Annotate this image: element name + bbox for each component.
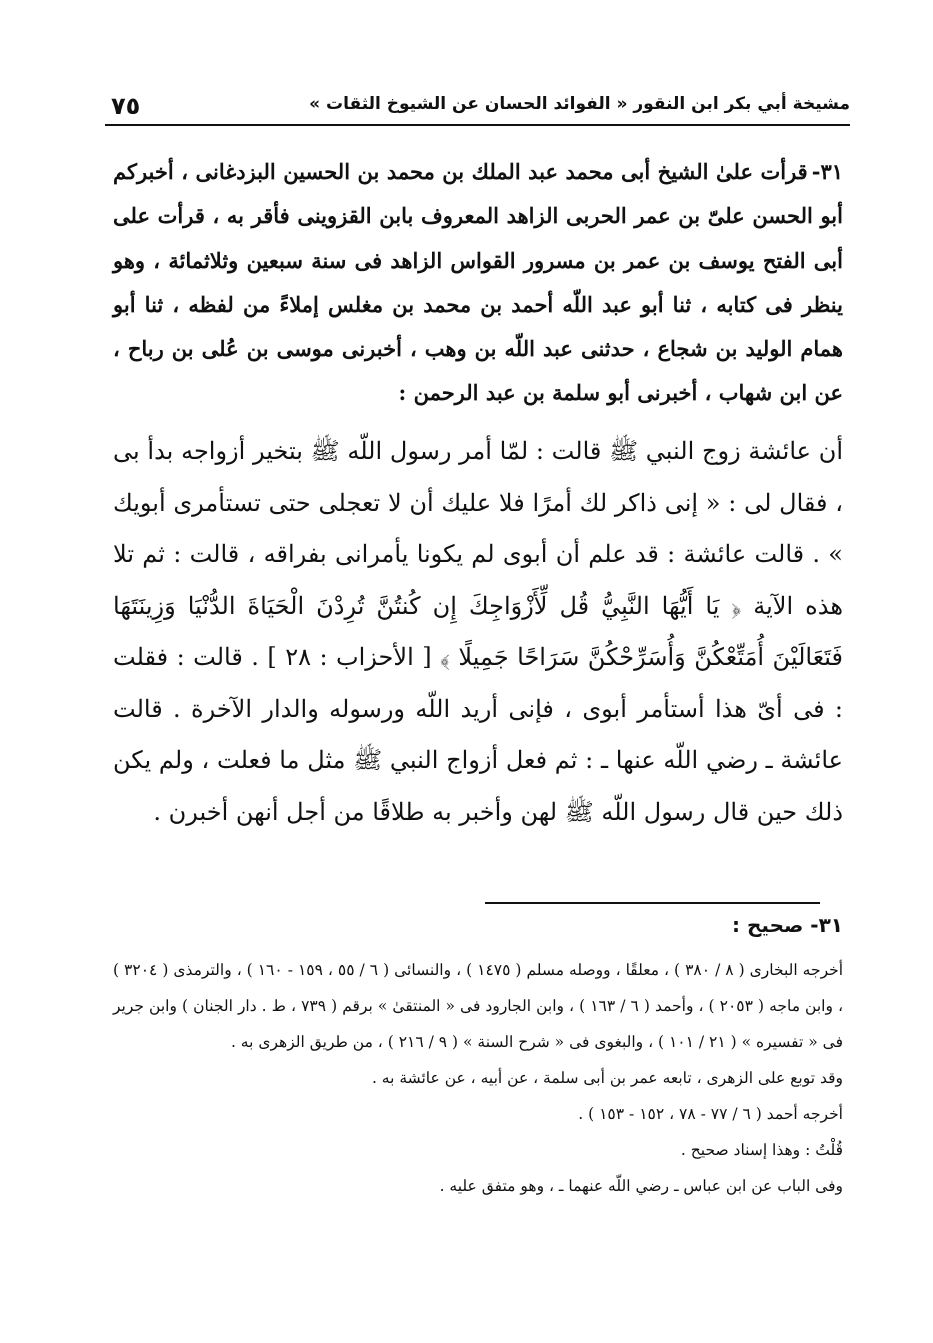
- footnote-line: أخرجه أحمد ( ٦ / ٧٧ - ٧٨ ، ١٥٢ - ١٥٣ ) .: [578, 1105, 843, 1123]
- isnad-text: قرأت علىٰ الشيخ أبى محمد عبد الملك بن محمد بن الحسين البزدغانى ، أخبركم أبو الحسن علىّ بن عمر الحربى الزاهد المعروف بابن القزوينى فأقر به ، قرأت على أبى الفتح يوسف بن عمر بن مسرور القواس الزاهد فى سنة سبعين وثلاثمائة ، وهو ينظر فى كتابه ، ثنا أبو عبد اللّه أحمد بن محمد بن مغلس إملاءً من لفظه ، ثنا أبو همام الوليد بن شجاع ، حدثنى عبد اللّه بن وهب ، أخبرنى موسى بن عُلى بن رباح ، عن ابن شهاب ، أخبرنى أبو سلمة بن عبد الرحمن :: [113, 159, 843, 406]
- page-number: ٧٥: [111, 92, 141, 120]
- footnote-line: وفى الباب عن ابن عباس ـ رضي اللّه عنهما ـ ، وهو متفق عليه .: [439, 1177, 843, 1195]
- running-title: مشيخة أبي بكر ابن النقور « الفوائد الحسان عن الشيوخ الثقات »: [309, 94, 850, 114]
- hadith-number: ٣١-: [811, 159, 843, 184]
- running-header: [105, 92, 850, 126]
- footnote-heading: ٣١- صحيح :: [732, 913, 843, 937]
- hadith-isnad: [113, 150, 843, 416]
- footnote-line: أخرجه البخارى ( ٨ / ٣٨٠ ) ، معلقًا ، ووصله مسلم ( ١٤٧٥ ) ، والنسائى ( ٦ / ٥٥ ، ١٥٩ - ١٦٠ ) ، والترمذى ( ٣٢٠٤ ) ، وابن ماجه ( ٢٠٥٣ ) ، وأحمد ( ٦ / ١٦٣ ) ، وابن الجارود فى « المنتقىٰ » برقم ( ٧٣٩ ، ط . دار الجنان ) وابن جرير فى « تفسيره » ( ٢١ / ١٠١ ) ، والبغوى فى « شرح السنة » ( ٩ / ٢١٦ ) ، من طريق الزهرى به .: [113, 961, 844, 1051]
- hadith-matn: أن عائشة زوج النبي ﷺ قالت : لمّا أمر رسول اللّه ﷺ بتخير أزواجه بدأ بى ، فقال لى : « إنى ذاكر لك أمرًا فلا عليك أن لا تعجلى حتى تستأمرى أبويك » . قالت عائشة : قد علم أن أبوى لم يكونا يأمرانى بفراقه ، قالت : ثم تلا هذه الآية ﴿ يَا أَيُّهَا النَّبِيُّ قُل لِّأَزْوَاجِكَ إِن كُنتُنَّ تُرِدْنَ الْحَيَاةَ الدُّنْيَا وَزِينَتَهَا فَتَعَالَيْنَ أُمَتِّعْكُنَّ وَأُسَرِّحْكُنَّ سَرَاحًا جَمِيلًا ﴾ [ الأحزاب : ٢٨ ] . قالت : فقلت : فى أىّ هذا أستأمر أبوى ، فإنى أريد اللّه ورسوله والدار الآخرة . قالت عائشة ـ رضي اللّه عنها ـ : ثم فعل أزواج النبي ﷺ مثل ما فعلت ، ولم يكن ذلك حين قال رسول اللّه ﷺ لهن وأخبر به طلاقًا من أجل أنهن أخبرن .: [113, 437, 843, 826]
- footnote-separator: [485, 902, 820, 904]
- footnote-line: وقد توبع على الزهرى ، تابعه عمر بن أبى سلمة ، عن أبيه ، عن عائشة به .: [371, 1069, 843, 1087]
- footnote-line: قُلْتُ : وهذا إسناد صحيح .: [680, 1141, 843, 1159]
- footnotes: [113, 952, 843, 1204]
